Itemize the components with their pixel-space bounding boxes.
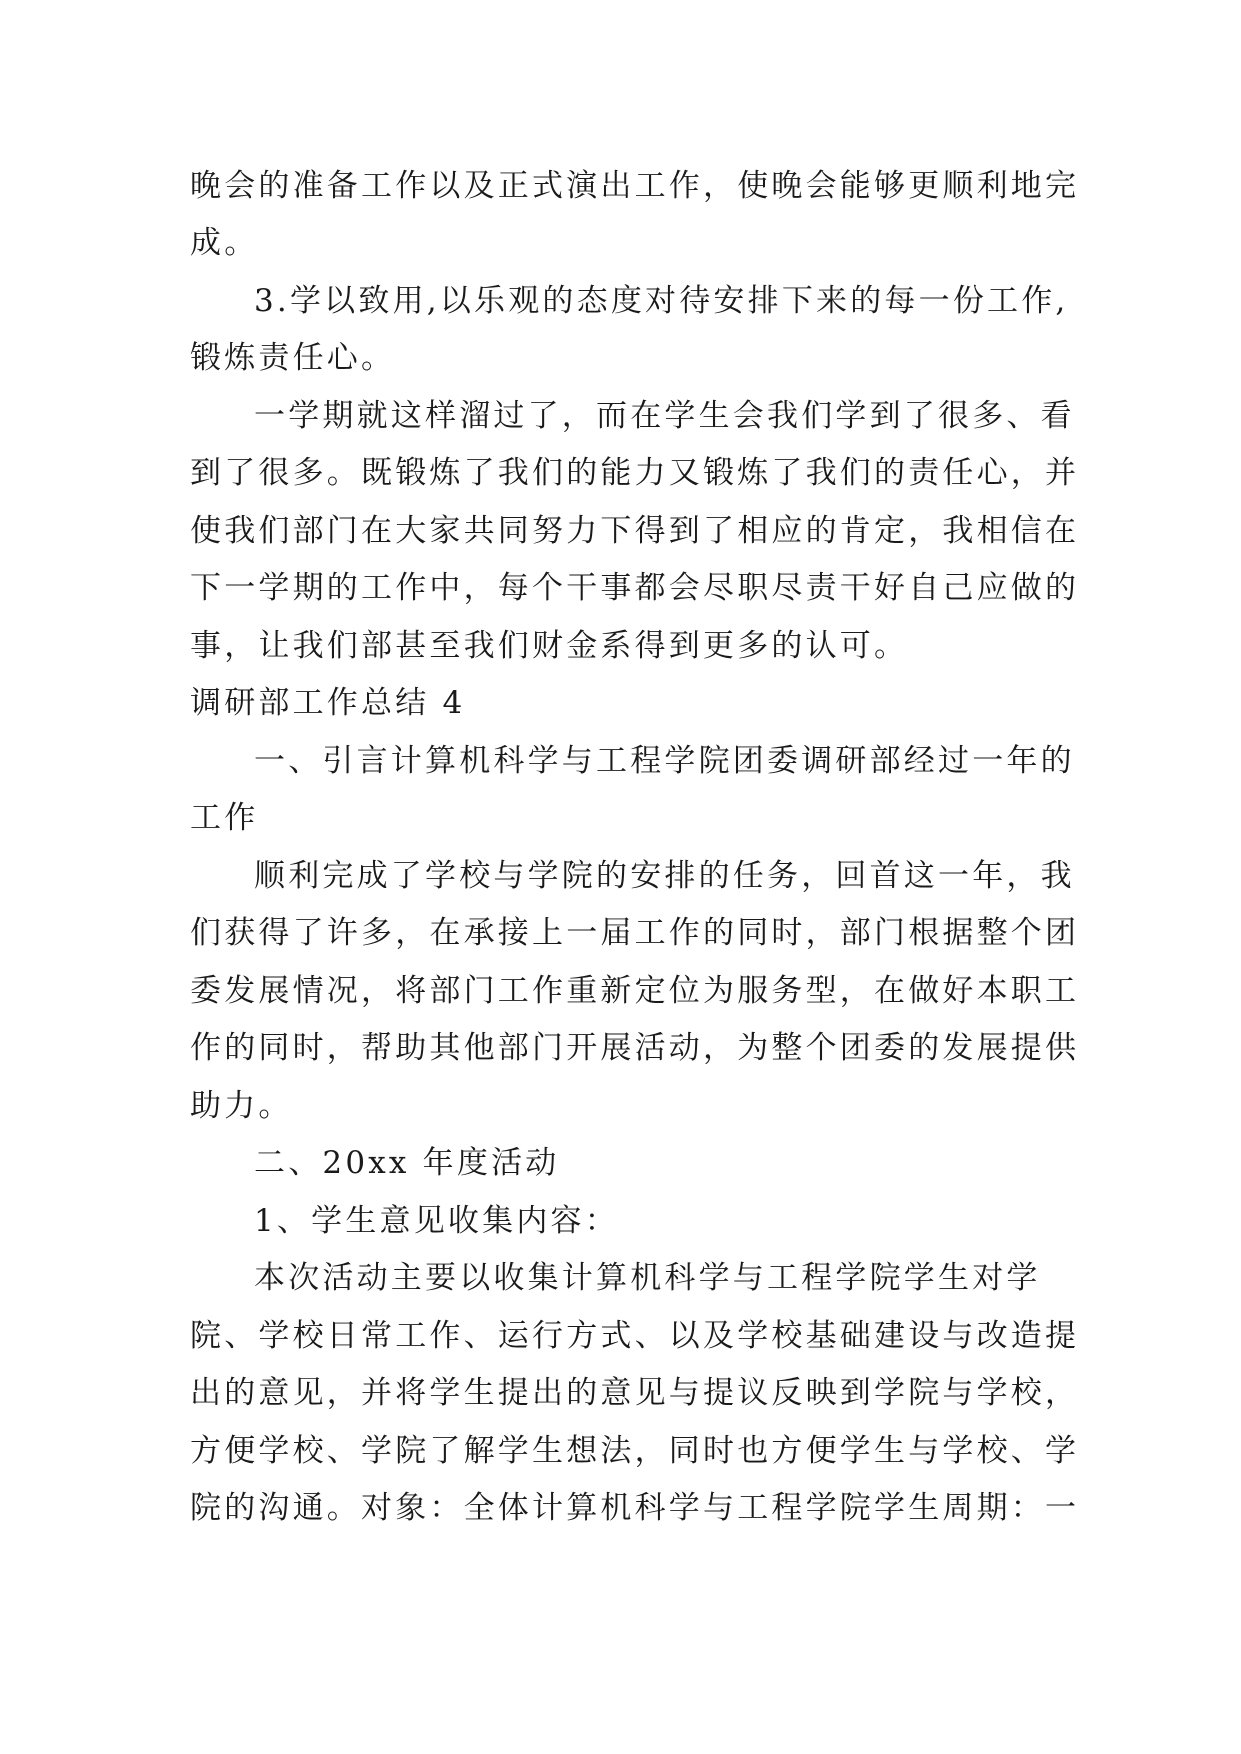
text-line: 3.学以致用,以乐观的态度对待安排下来的每一份工作, (254, 283, 1069, 319)
text-line: 委发展情况，将部门工作重新定位为服务型，在做好本职工 (190, 973, 1080, 1009)
text-line: 成。 (190, 225, 259, 261)
section-heading: 调研部工作总结 4 (190, 685, 466, 721)
text-line: 院、学校日常工作、运行方式、以及学校基础建设与改造提 (190, 1318, 1080, 1354)
text-line: 们获得了许多，在承接上一届工作的同时，部门根据整个团 (190, 915, 1080, 951)
text-line: 二、20xx 年度活动 (254, 1145, 560, 1181)
text-line: 到了很多。既锻炼了我们的能力又锻炼了我们的责任心，并 (190, 455, 1080, 491)
text-line: 出的意见，并将学生提出的意见与提议反映到学院与学校， (190, 1375, 1080, 1411)
text-line: 方便学校、学院了解学生想法，同时也方便学生与学校、学 (190, 1433, 1080, 1469)
text-line: 本次活动主要以收集计算机科学与工程学院学生对学 (254, 1260, 1041, 1296)
text-line: 事，让我们部甚至我们财金系得到更多的认可。 (190, 628, 909, 664)
text-line: 使我们部门在大家共同努力下得到了相应的肯定，我相信在 (190, 513, 1080, 549)
text-line: 院的沟通。对象：全体计算机科学与工程学院学生周期：一 (190, 1490, 1080, 1526)
text-line: 一学期就这样溜过了，而在学生会我们学到了很多、看 (254, 398, 1075, 434)
text-line: 助力。 (190, 1088, 293, 1124)
text-line: 下一学期的工作中，每个干事都会尽职尽责干好自己应做的 (190, 570, 1080, 606)
text-line: 1、学生意见收集内容： (254, 1203, 619, 1239)
text-line: 顺利完成了学校与学院的安排的任务，回首这一年，我 (254, 858, 1075, 894)
text-line: 锻炼责任心。 (190, 340, 396, 376)
text-line: 晚会的准备工作以及正式演出工作，使晚会能够更顺利地完 (190, 168, 1080, 204)
text-line: 工作 (190, 800, 259, 836)
text-line: 作的同时，帮助其他部门开展活动，为整个团委的发展提供 (190, 1030, 1080, 1066)
text-line: 一、引言计算机科学与工程学院团委调研部经过一年的 (254, 743, 1075, 779)
